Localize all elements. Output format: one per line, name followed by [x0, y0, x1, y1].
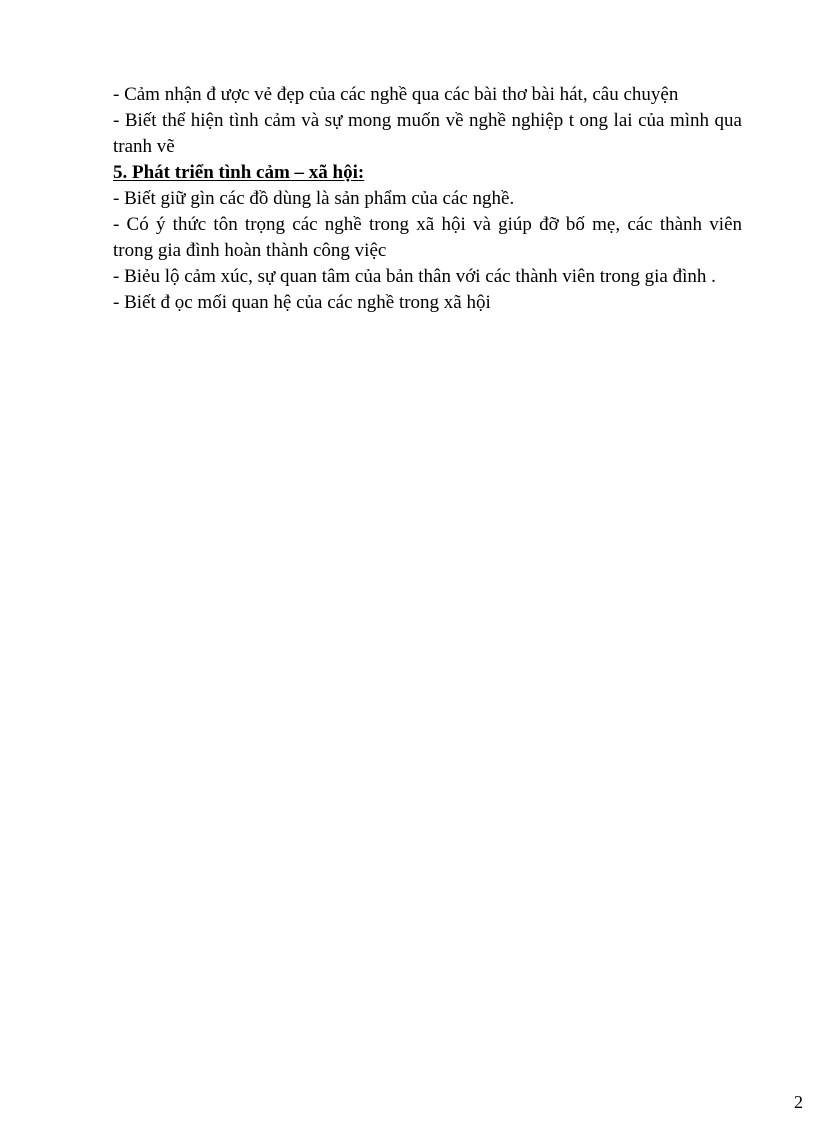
paragraph-respect-professions: - Có ý thức tôn trọng các nghề trong xã hội và giúp đỡ bố mẹ, các thành viên trong gia đình hoàn thành công việc: [113, 214, 742, 261]
paragraph-beauty-of-professions: - Cảm nhận đ ược vẻ đẹp của các nghề qua các bài thơ bài hát, câu chuyện: [113, 84, 679, 105]
page-number: 2: [794, 1092, 803, 1112]
paragraph-express-emotions: - Biẻu lộ cảm xúc, sự quan tâm của bản thân với các thành viên trong gia đình .: [113, 266, 716, 287]
section-heading: 5. Phát triển tình cảm – xã hội:: [113, 162, 365, 183]
paragraph-career-wishes: - Biết thể hiện tình cảm và sự mong muốn về nghề nghiệp t ong lai của mình qua tranh vẽ: [113, 110, 742, 157]
paragraph-profession-relations: - Biết đ ọc mối quan hệ của các nghề trong xã hội: [113, 292, 491, 313]
page-content: [113, 82, 742, 316]
paragraph-preserve-items: - Biết giữ gìn các đồ dùng là sản phẩm của các nghề.: [113, 188, 515, 209]
